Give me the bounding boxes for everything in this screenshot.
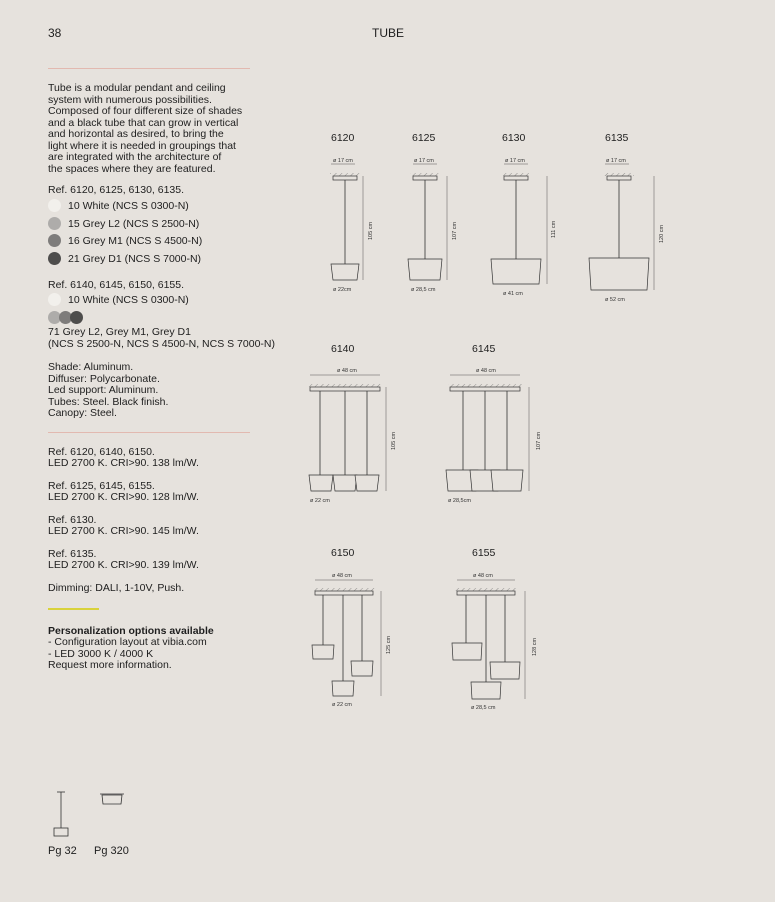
model-6120-height-dim: 105 cm	[368, 221, 374, 240]
model-6150-name: 6150	[331, 547, 355, 559]
model-6155-bottom-dim: ø 28,5 cm	[471, 705, 496, 711]
page-title: TUBE	[372, 26, 405, 40]
swatch-grey-m1-label: 16 Grey M1 (NCS S 4500-N)	[68, 234, 203, 247]
spec-ref-2: Ref. 6125, 6145, 6155.	[48, 480, 155, 492]
model-6130-height-dim: 111 cm	[551, 220, 557, 238]
model-6140-name: 6140	[331, 343, 355, 355]
spec-ref-3: Ref. 6130.	[48, 514, 97, 526]
swatch-combo-label: 71 Grey L2, Grey M1, Grey D1 (NCS S 2500-N, NCS S 4500-N, NCS S 7000-N)	[48, 326, 275, 350]
model-6140-top-dim: ø 48 cm	[337, 368, 357, 374]
model-6125-bottom-dim: ø 28,5 cm	[411, 287, 436, 293]
footer-ref-2: Pg 320	[94, 845, 129, 857]
model-6130	[491, 132, 557, 297]
spec-led-3: LED 2700 K. CRI>90. 145 lm/W.	[48, 525, 199, 537]
model-6135	[589, 132, 665, 303]
model-6145	[446, 343, 542, 504]
model-6120-bottom-dim: ø 22cm	[333, 287, 352, 293]
model-6140-bottom-dim: ø 22 cm	[310, 498, 330, 504]
model-6140	[308, 343, 397, 504]
model-6120	[330, 132, 374, 293]
model-6155-top-dim: ø 48 cm	[473, 573, 493, 579]
model-6135-height-dim: 120 cm	[659, 224, 665, 243]
dimming-text: Dimming: DALI, 1-10V, Push.	[48, 582, 185, 594]
swatch-grey-d1-label: 21 Grey D1 (NCS S 7000-N)	[68, 252, 202, 265]
model-6135-name: 6135	[605, 132, 629, 144]
model-6150-top-dim: ø 48 cm	[332, 573, 352, 579]
model-6150-bottom-dim: ø 22 cm	[332, 702, 352, 708]
model-6150	[312, 547, 392, 708]
personalization-title: Personalization options available	[48, 625, 214, 637]
model-6125-top-dim: ø 17 cm	[414, 158, 434, 164]
model-6135-bottom-dim: ø 52 cm	[605, 297, 625, 303]
model-6155	[452, 547, 538, 711]
model-6135-top-dim: ø 17 cm	[606, 158, 626, 164]
model-6120-top-dim: ø 17 cm	[333, 158, 353, 164]
swatch-grey-l2-label: 15 Grey L2 (NCS S 2500-N)	[68, 217, 200, 230]
model-6120-name: 6120	[331, 132, 355, 144]
page-number: 38	[48, 26, 62, 40]
swatch-white-2-label: 10 White (NCS S 0300-N)	[68, 293, 189, 306]
model-6145-name: 6145	[472, 343, 496, 355]
model-6140-height-dim: 105 cm	[391, 431, 397, 450]
model-6125	[408, 132, 458, 293]
model-6130-name: 6130	[502, 132, 526, 144]
model-6155-height-dim: 128 cm	[532, 637, 538, 656]
model-6155-name: 6155	[472, 547, 496, 559]
spec-led-4: LED 2700 K. CRI>90. 139 lm/W.	[48, 559, 199, 571]
model-6130-top-dim: ø 17 cm	[505, 158, 525, 164]
model-6125-height-dim: 107 cm	[452, 221, 458, 240]
spec-led-2: LED 2700 K. CRI>90. 128 lm/W.	[48, 491, 199, 503]
spec-ref-1: Ref. 6120, 6140, 6150.	[48, 446, 155, 458]
model-6145-height-dim: 107 cm	[536, 431, 542, 450]
personalization-body: - Configuration layout at vibia.com - LED 3000 K / 4000 K Request more information.	[48, 636, 207, 671]
spec-led-1: LED 2700 K. CRI>90. 138 lm/W.	[48, 457, 199, 469]
footer-ref-1: Pg 32	[48, 845, 77, 857]
model-6145-top-dim: ø 48 cm	[476, 368, 496, 374]
finish-ref-1: Ref. 6120, 6125, 6130, 6135.	[48, 184, 185, 196]
materials-text: Shade: Aluminum. Diffuser: Polycarbonate. Led support: Aluminum. Tubes: Steel. Black finish. Canopy: Steel.	[48, 361, 169, 419]
model-6125-name: 6125	[412, 132, 436, 144]
swatch-white-label: 10 White (NCS S 0300-N)	[68, 199, 189, 212]
model-6130-bottom-dim: ø 41 cm	[503, 291, 523, 297]
model-6145-bottom-dim: ø 28,5cm	[448, 498, 471, 504]
finish-ref-2: Ref. 6140, 6145, 6150, 6155.	[48, 279, 185, 291]
model-6150-height-dim: 125 cm	[386, 635, 392, 654]
spec-ref-4: Ref. 6135.	[48, 548, 97, 560]
intro-text: Tube is a modular pendant and ceiling system with numerous possibilities. Composed of four different size of shades and a black tube that can grow in vertical and horizontal as desired, to bring the light where it is needed in groupings that are integrated with the architecture of the spaces where they are featured.	[48, 82, 243, 175]
